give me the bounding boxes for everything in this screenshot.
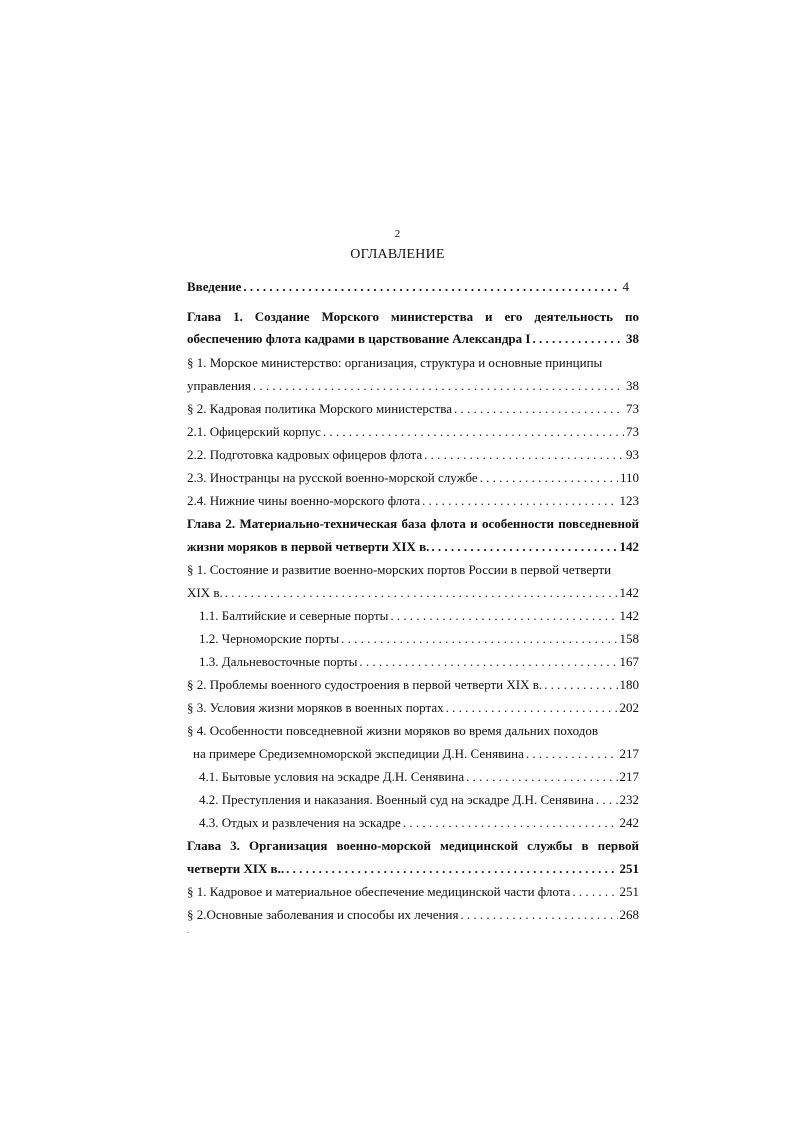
toc-entry-title: § 1. Кадровое и материальное обеспечение медицинской части флота (187, 884, 571, 899)
toc-entry-title: § 2.Основные заболевания и способы их лечения (187, 907, 459, 922)
toc-section-3-2[interactable] (187, 905, 639, 925)
toc-subsection-1-3[interactable] (199, 652, 639, 672)
toc-leader (422, 491, 617, 511)
toc-entry-title: § 3. Условия жизни моряков в военных портах (187, 700, 444, 715)
toc-entry-page: 217 (619, 769, 639, 784)
toc-section-2-1-line1[interactable]: § 1. Состояние и развитие военно-морских портов России в первой четверти (187, 562, 612, 577)
toc-entry-page: 38 (626, 378, 639, 393)
toc-entry-page: 202 (619, 700, 639, 715)
toc-leader (286, 859, 617, 879)
toc-entry-page: 142 (619, 585, 639, 600)
toc-chapter-2[interactable] (187, 537, 639, 557)
toc-subsection-2-2[interactable] (187, 445, 639, 465)
toc-entry-intro[interactable] (187, 277, 639, 297)
toc-entry-page: 251 (619, 884, 639, 899)
toc-entry-title: 2.2. Подготовка кадровых офицеров флота (187, 447, 423, 462)
toc-leader (460, 905, 617, 925)
toc-leader (359, 652, 617, 672)
toc-entry-page: 167 (619, 654, 639, 669)
toc-entry-title: 2.3. Иностранцы на русской военно-морской службе (187, 470, 478, 485)
toc-entry-title: жизни моряков в первой четверти XIX в. (187, 539, 430, 554)
toc-section-3-1[interactable] (187, 882, 639, 902)
toc-entry-page: 242 (619, 815, 639, 830)
toc-leader (225, 583, 618, 603)
toc-heading: ОГЛАВЛЕНИЕ (350, 247, 445, 262)
toc-leader (596, 790, 618, 810)
toc-leader (466, 767, 617, 787)
toc-leader (243, 277, 620, 297)
toc-entry-title: Введение (187, 279, 242, 294)
toc-entry-title: на примере Средиземноморской экспедиции Д.Н. Сенявина (193, 746, 524, 761)
toc-entry-page: 73 (626, 401, 639, 416)
toc-subsection-2-1[interactable] (187, 422, 639, 442)
toc-entry-title: 4.1. Бытовые условия на эскадре Д.Н. Сенявина (199, 769, 465, 784)
toc-subsection-4-3[interactable] (199, 813, 639, 833)
toc-chapter-3-line1[interactable]: Глава 3. Организация военно-морской медицинской службы в первой (187, 838, 639, 853)
toc-entry-page: 251 (619, 861, 639, 876)
toc-leader (446, 698, 618, 718)
toc-entry-page: 73 (626, 424, 639, 439)
toc-leader (323, 422, 624, 442)
toc-entry-title: 1.2. Черноморские порты (199, 631, 340, 646)
toc-entry-page: 180 (619, 677, 639, 692)
toc-section-2-2[interactable] (187, 675, 639, 695)
toc-entry-page: 110 (619, 470, 639, 485)
toc-entry-title: § 2. Проблемы военного судостроения в первой четверти XIX в. (187, 677, 543, 692)
toc-subsection-4-1[interactable] (199, 767, 639, 787)
toc-entry-title: управления (187, 378, 251, 393)
toc-leader (431, 537, 617, 557)
toc-leader (526, 744, 618, 764)
scan-speck (187, 932, 189, 933)
toc-entry-page: 232 (619, 792, 639, 807)
toc-entry-title: 2.1. Офицерский корпус (187, 424, 321, 439)
toc-entry-page: 142 (619, 539, 639, 554)
toc-leader (390, 606, 617, 626)
toc-leader (454, 399, 624, 419)
toc-entry-page: 38 (626, 331, 639, 346)
toc-subsection-2-4[interactable] (187, 491, 639, 511)
toc-section-2-3[interactable] (187, 698, 639, 718)
toc-section-2-4[interactable] (193, 744, 639, 764)
toc-subsection-2-3[interactable] (187, 468, 639, 488)
toc-entry-page: 4 (622, 279, 629, 294)
toc-entry-title: 4.3. Отдых и развлечения на эскадре (199, 815, 401, 830)
toc-entry-title: § 2. Кадровая политика Морского министерства (187, 401, 453, 416)
toc-chapter-1[interactable] (187, 329, 639, 349)
toc-leader (424, 445, 624, 465)
toc-leader (253, 376, 624, 396)
toc-chapter-3[interactable] (187, 859, 639, 879)
toc-chapter-1-line1[interactable]: Глава 1. Создание Морского министерства и его деятельность по (187, 309, 639, 324)
toc-entry-page: 268 (619, 907, 639, 922)
toc-entry-title: четверти XIX в.. (187, 861, 285, 876)
toc-section-2-1[interactable] (187, 583, 639, 603)
toc-leader (532, 329, 624, 349)
toc-entry-page: 93 (626, 447, 639, 462)
toc-entry-page: 142 (619, 608, 639, 623)
toc-entry-page: 158 (619, 631, 639, 646)
toc-section-2-4-line1[interactable]: § 4. Особенности повседневной жизни моряков во время дальних походов (187, 723, 598, 738)
toc-entry-title: 1.1. Балтийские и северные порты (199, 608, 389, 623)
page-number: 2 (394, 228, 401, 240)
toc-entry-title: 4.2. Преступления и наказания. Военный суд на эскадре Д.Н. Сенявина (199, 792, 594, 807)
toc-section-1-1-line1[interactable]: § 1. Морское министерство: организация, структура и основные принципы (187, 355, 603, 370)
toc-leader (403, 813, 618, 833)
toc-entry-title: 2.4. Нижние чины военно-морского флота (187, 493, 421, 508)
toc-section-1-1[interactable] (187, 376, 639, 396)
toc-section-1-2[interactable] (187, 399, 639, 419)
toc-subsection-1-1[interactable] (199, 606, 639, 626)
toc-chapter-2-line1[interactable]: Глава 2. Материально-техническая база флота и особенности повседневной (187, 516, 639, 531)
toc-entry-page: 123 (619, 493, 639, 508)
toc-leader (544, 675, 617, 695)
toc-entry-title: 1.3. Дальневосточные порты (199, 654, 358, 669)
toc-entry-title: обеспечению флота кадрами в царствование Александра I (187, 331, 531, 346)
toc-subsection-4-2[interactable] (199, 790, 639, 810)
toc-leader (572, 882, 617, 902)
toc-entry-page: 217 (619, 746, 639, 761)
toc-leader (480, 468, 618, 488)
toc-entry-title: XIX в. (187, 585, 223, 600)
toc-subsection-1-2[interactable] (199, 629, 639, 649)
toc-leader (341, 629, 617, 649)
